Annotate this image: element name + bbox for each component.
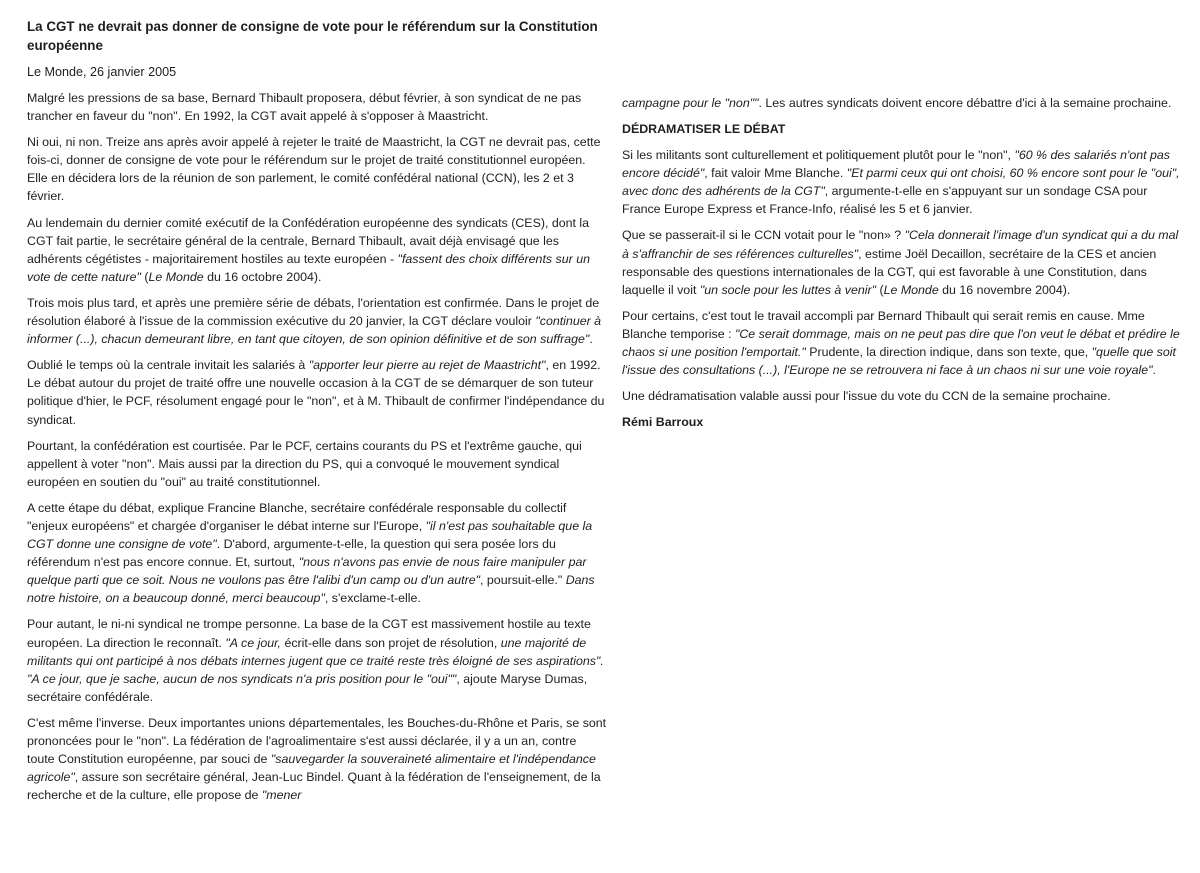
quote-span: "mener — [261, 788, 302, 803]
article-body-right — [622, 146, 1182, 405]
paragraph: Pourtant, la confédération est courtisée. Par le PCF, certains courants du PS et l'extrême gauche, qui appellent à voter "non". Mais aussi par la direction du PS, qui a convoqué le mouvement syndical européen en soutien du "oui" au traité constitutionnel. — [27, 438, 582, 489]
paragraph: Au lendemain du dernier comité exécutif de la Confédération européenne des syndicats (CES), dont la CGT fait partie, le secrétaire général de la centrale, Bernard Thibault, avait déjà envisagé que les adhérents cégétistes - majoritairement hostiles au texte européen - "fassent des choix différents sur un vote de cette nature" (Le Monde du 16 octobre 2004). — [27, 215, 590, 284]
quote-span: "fassent des choix différents sur un vote de cette nature" — [27, 251, 590, 284]
quote-span: "60 % des salariés n'ont pas encore décidé" — [622, 148, 1170, 181]
quote-span: Dans notre histoire, on a beaucoup donné, merci beaucoup" — [27, 573, 595, 606]
quote-span: "apporter leur pierre au rejet de Maastricht" — [308, 358, 546, 373]
quote-span: "Ce serait dommage, mais on ne peut pas dire que l'on veut le débat et prédire le chaos si une position l'emportait." — [622, 326, 1180, 360]
quote-span: "il n'est pas souhaitable que la CGT donne une consigne de vote" — [27, 518, 593, 552]
paragraph: Si les militants sont culturellement et politiquement plutôt pour le "non", "60 % des salariés n'ont pas encore décidé", fait valoir Mme Blanche. "Et parmi ceux qui ont choisi, 60 % encore sont pour le "oui", avec donc des adhérents de la CGT", argumente-t-elle en s'appuyant sur un sondage CSA pour France Europe Express et France-Info, réalisé les 5 et 6 janvier. — [622, 148, 1180, 217]
right-column — [622, 94, 1182, 431]
quote-span: campagne pour le "non"" — [622, 96, 759, 110]
quote-span: "un socle pour les luttes à venir" — [699, 282, 877, 297]
paragraph: Oublié le temps où la centrale invitait les salariés à "apporter leur pierre au rejet de Maastricht", en 1992. Le débat autour du projet de traité offre une nouvelle occasion à la CGT de se démarquer de son tuteur politique d'hier, le PCF, résolument engagé pour le "non", et à M. Thibault de confirmer l'indépendance du syndicat. — [27, 358, 605, 427]
article-body-left — [27, 89, 607, 804]
paragraph: Pour autant, le ni-ni syndical ne trompe personne. La base de la CGT est massivement hostile au texte européen. La direction le reconnaît. "A ce jour, écrit-elle dans son projet de résolution, une majorité de militants qui ont participé à nos débats internes jugent que ce traité reste très éloigné de ses aspirations". "A ce jour, que je sache, aucun de nos syndicats n'a pris position pour le "oui"", ajoute Maryse Dumas, secrétaire confédérale. — [27, 617, 604, 704]
quote-span: une majorité de militants qui ont participé à nos débats internes jugent que ce traité reste très éloigné de ses aspirations". "A ce jour, que je sache, aucun de nos syndicats n'a pris position pour le "oui"" — [27, 635, 604, 686]
paragraph: Que se passerait-il si le CCN votait pour le "non» ? "Cela donnerait l'image d'un syndicat qui a du mal à s'affranchir de ses références culturelles", estime Joël Decaillon, secrétaire de la CES et ancien responsable des questions internationales de la CGT, qui est favorable à une Constitution, dans laquelle il voit "un socle pour les luttes à venir" (Le Monde du 16 novembre 2004). — [622, 228, 1179, 297]
quote-span: "sauvegarder la souveraineté alimentaire et l'indépendance agricole" — [27, 752, 596, 785]
quote-span: "continuer à informer (...), chacun demeurant libre, en tant que citoyen, de son opinion définitive et de son suffrage" — [27, 314, 602, 347]
paragraph: Trois mois plus tard, et après une première série de débats, l'orientation est confirmée. Dans le projet de résolution élaboré à l'issue de la commission exécutive du 20 janvier, la CGT déclare vouloir "continuer à informer (...), chacun demeurant libre, en tant que citoyen, de son opinion définitive et de son suffrage". — [27, 295, 602, 347]
left-column — [27, 17, 607, 812]
article-dateline: Le Monde, 26 janvier 2005 — [27, 65, 177, 79]
section-subheading: DÉDRAMATISER LE DÉBAT — [622, 122, 786, 137]
paragraph: A cette étape du débat, explique Francine Blanche, secrétaire confédérale responsable du collectif "enjeux européens" et chargée d'organiser le débat interne sur l'Europe, "il n'est pas souhaitable que la CGT donne une consigne de vote". D'abord, argumente-t-elle, la question qui sera posée lors du référendum n'est pas encore connue. Et, surtout, "nous n'avons pas envie de nous faire manipuler par quelque parti que ce soit. Nous ne voulons pas être l'alibi d'un camp ou d'un autre", poursuit-elle." Dans notre histoire, on a beaucoup donné, merci beaucoup", s'exclame-t-elle. — [27, 500, 595, 606]
paragraph: Ni oui, ni non. Treize ans après avoir appelé à rejeter le traité de Maastricht, la CGT ne devrait pas, cette fois-ci, donner de consigne de vote pour le référendum sur le projet de traité constitutionnel européen. Elle en décidera lors de la réunion de son parlement, le comité confédéral national (CCN), les 2 et 3 février. — [27, 135, 601, 204]
paragraph: campagne pour le "non"". Les autres syndicats doivent encore débattre d'ici à la semaine prochaine. — [622, 96, 1172, 110]
paragraph: Une dédramatisation valable aussi pour l'issue du vote du CCN de la semaine prochaine. — [622, 389, 1111, 404]
quote-span: Le Monde — [883, 282, 939, 297]
article-continuation — [622, 94, 1182, 112]
paragraph: C'est même l'inverse. Deux importantes unions départementales, les Bouches-du-Rhône et Paris, se sont prononcées pour le "non". La fédération de l'agroalimentaire s'est aussi déclarée, il y a un an, contre toute Constitution européenne, par souci de "sauvegarder la souveraineté alimentaire et l'indépendance agricole", assure son secrétaire général, Jean-Luc Bindel. Quant à la fédération de l'enseignement, de la recherche et de la culture, elle propose de "mener — [27, 715, 607, 803]
quote-span: "quelle que soit l'issue des consultations (...), l'Europe ne se retrouvera ni face à un chaos ni sur une voie royale" — [622, 345, 1176, 378]
article-author: Rémi Barroux — [622, 415, 704, 430]
quote-span: "Et parmi ceux qui ont choisi, 60 % encore sont pour le "oui", avec donc des adhérents de la CGT" — [622, 166, 1180, 199]
quote-span: "nous n'avons pas envie de nous faire manipuler par quelque parti que ce soit. Nous ne voulons pas être l'alibi d'un camp ou d'un autre" — [27, 555, 587, 588]
quote-span: "Cela donnerait l'image d'un syndicat qui a du mal à s'affranchir de ses références culturelles" — [622, 228, 1179, 261]
paragraph: Pour certains, c'est tout le travail accompli par Bernard Thibault qui serait remis en cause. Mme Blanche temporise : "Ce serait dommage, mais on ne peut pas dire que l'on veut le débat et prédire le chaos si une position l'emportait." Prudente, la direction indique, dans son texte, que, "quelle que soit l'issue des consultations (...), l'Europe ne se retrouvera ni face à un chaos ni sur une voie royale". — [622, 308, 1180, 378]
article-title: La CGT ne devrait pas donner de consigne de vote pour le référendum sur la Constitution européenne — [27, 19, 598, 53]
quote-span: "A ce jour, — [225, 635, 285, 650]
paragraph: Malgré les pressions de sa base, Bernard Thibault proposera, début février, à son syndicat de ne pas trancher en faveur du "non". En 1992, la CGT avait appelé à s'opposer à Maastricht. — [27, 91, 582, 124]
quote-span: Le Monde — [148, 269, 204, 284]
